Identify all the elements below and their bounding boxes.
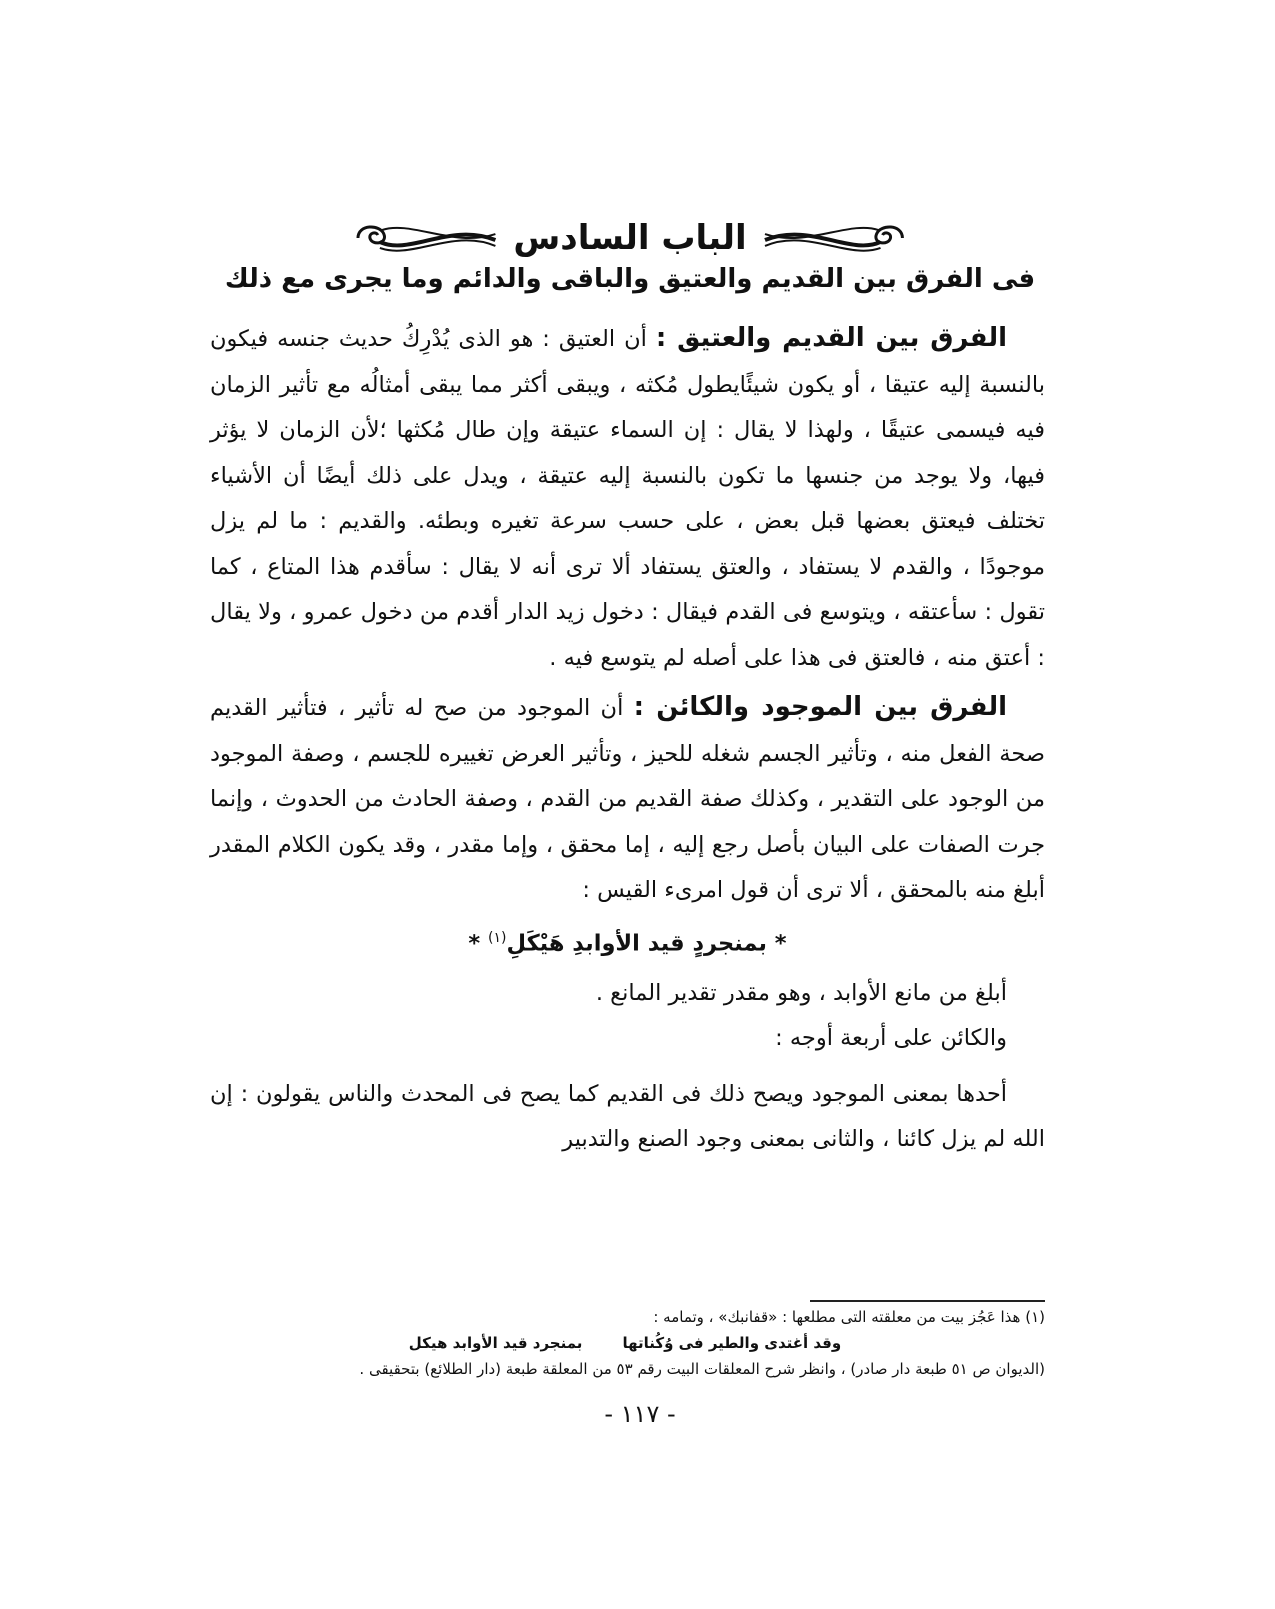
paragraph-text: أن العتيق : هو الذى يُدْرِكُ حديث جنسه فيكون بالنسبة إليه عتيقا ، أو يكون شيئًايطول مُكثه ، ويبقى أكثر مما يبقى أمثالُه مع تأثير الزمان فيه فيسمى عتيقًا ، ولهذا لا يقال : إن السماء عتيقة وإن طال مُكثها ؛لأن الزمان لا يؤثر فيها، ولا يوجد من جنسها ما تكون بالنسبة إليه عتيقة ، ويدل على ذلك أيضًا أن الأشياء تختلف فيعتق بعضها قبل بعض ، على حسب سرعة تغيره وبطئه. والقديم : ما لم يزل موجودًا ، والقدم لا يستفاد ، والعتق يستفاد ألا ترى أنه لا يقال : سأقدم هذا المتاع ، كما تقول : سأعتقه ، ويتوسع فى القدم فيقال : دخول زيد الدار أقدم من دخول عمرو ، ولا يقال : أعتق منه ، فالعتق فى هذا على أصله لم يتوسع فيه .	[210, 326, 1045, 671]
paragraph-text: أن الموجود من صح له تأثير ، فتأثير القديم صحة الفعل منه ، وتأثير الجسم شغله للحيز ، وتأثير العرض تغييره للجسم ، وصفة الموجود من الوجود على التقدير ، وكذلك صفة القديم من القدم ، وصفة الحادث من الحدوث ، وإنما جرت الصفات على البيان بأصل رجع إليه ، إما محقق ، وإما مقدر ، وقد يكون الكلام المقدر أبلغ منه بالمحقق ، ألا ترى أن قول امرىء القيس :	[210, 695, 1045, 903]
scroll-ornament-icon	[761, 216, 910, 260]
paragraph-lead: الفرق بين القديم والعتيق :	[655, 323, 1007, 353]
text-line: والكائن على أربعة أوجه :	[775, 1025, 1007, 1051]
footnote-verse	[205, 1330, 1045, 1356]
poetry-verse	[210, 916, 1045, 967]
paragraph: أحدها بمعنى الموجود ويصح ذلك فى القديم كما يصح فى المحدث والناس يقولون : إن الله لم يزل كائنا ، والثانى بمعنى وجود الصنع والتدبير	[210, 1080, 1045, 1152]
chapter-title: الباب السادس	[513, 218, 747, 258]
text-line: أبلغ من مانع الأوابد ، وهو مقدر تقدير المانع .	[595, 979, 1007, 1006]
footnote-line: (١) هذا عَجُز بيت من معلقته التى مطلعها : «قفانبك» ، وتمامه :	[653, 1308, 1045, 1326]
page-number: - ١١٧ -	[604, 1400, 676, 1428]
footnote-divider	[810, 1300, 1045, 1302]
body-text	[210, 316, 1045, 1163]
paragraph	[210, 685, 1045, 914]
scroll-ornament-icon	[350, 216, 499, 260]
footnote-marker: (١)	[488, 929, 507, 946]
paragraph	[210, 316, 1045, 681]
footnotes	[205, 1304, 1045, 1382]
footnote-verse-second: بمنجرد قيد الأوابد هيكل	[408, 1334, 583, 1352]
paragraph-lead: الفرق بين الموجود والكائن :	[633, 692, 1007, 722]
chapter-subtitle: فى الفرق بين القديم والعتيق والباقى والدائم وما يجرى مع ذلك	[224, 264, 1036, 294]
footnote-line: (الديوان ص ٥١ طبعة دار صادر) ، وانظر شرح المعلقات البيت رقم ٥٣ من المعلقة طبعة (دار الطلائع) بتحقيقى .	[359, 1360, 1045, 1378]
verse-closing: *	[468, 930, 489, 956]
footnote-verse-first: وقد أغتدى والطير فى وُكُناتها	[622, 1334, 842, 1352]
verse-text: * بمنجردٍ قيد الأوابدِ هَيْكَلِ	[506, 930, 787, 956]
chapter-heading	[350, 206, 910, 270]
